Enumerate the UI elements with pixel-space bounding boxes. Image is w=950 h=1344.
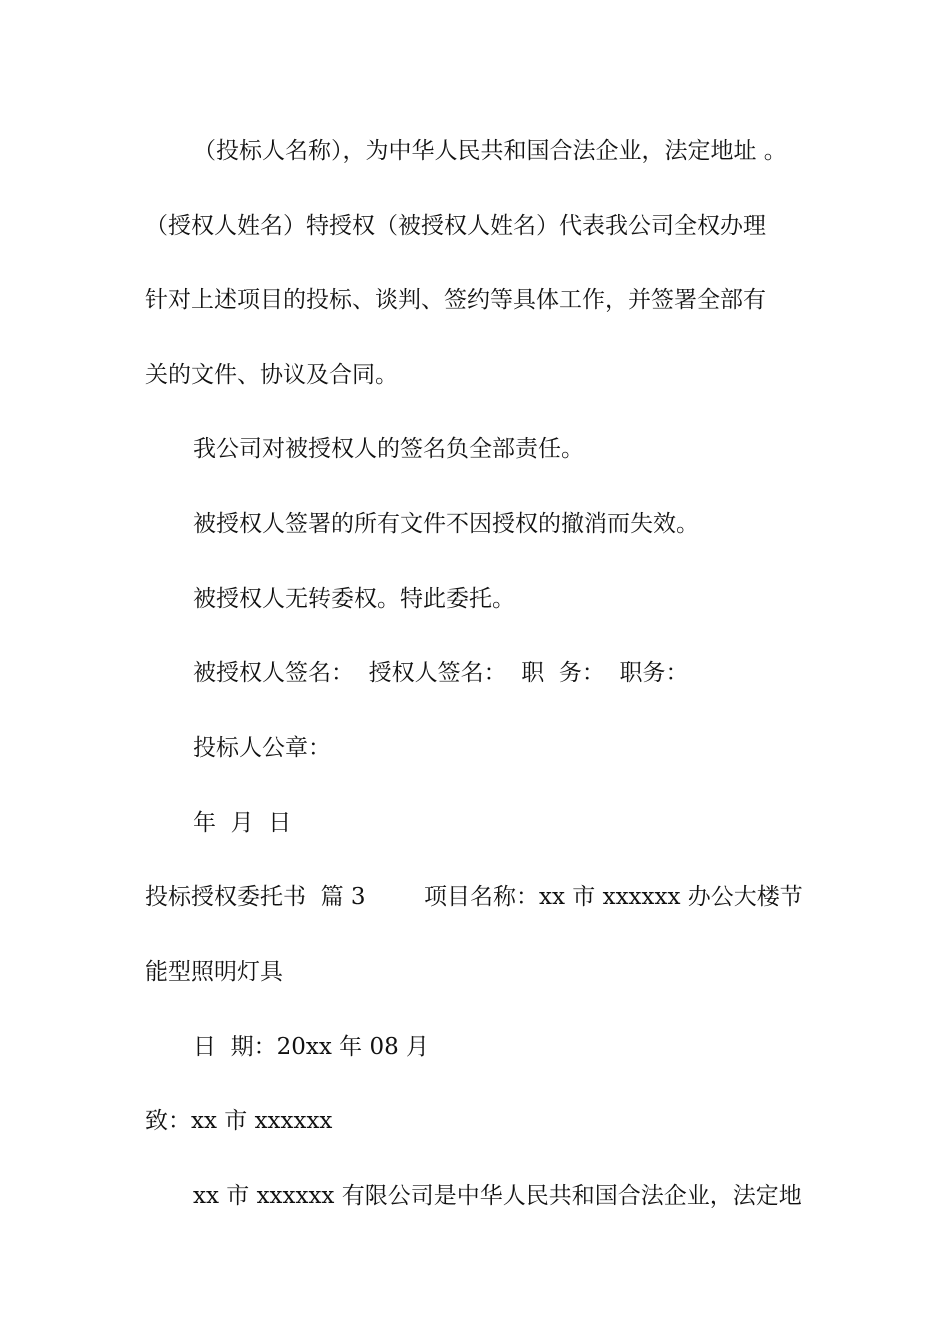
section-heading-line: 投标授权委托书 篇 3 项目名称：xx 市 xxxxxx 办公大楼节 <box>145 884 803 910</box>
paragraph-line-2: （授权人姓名）特授权（被授权人姓名）代表我公司全权办理 <box>145 213 766 239</box>
paragraph-line-1: （投标人名称），为中华人民共和国合法企业，法定地址 。 <box>193 138 787 164</box>
paragraph-line-7: 被授权人无转委权。特此委托。 <box>193 586 515 612</box>
project-name-continuation: 能型照明灯具 <box>145 959 283 985</box>
seal-line: 投标人公章： <box>193 735 331 761</box>
paragraph-line-6: 被授权人签署的所有文件不因授权的撤消而失效。 <box>193 511 699 537</box>
paragraph-line-4: 关的文件、协议及合同。 <box>145 362 398 388</box>
paragraph-line-5: 我公司对被授权人的签名负全部责任。 <box>193 436 584 462</box>
paragraph-line-3: 针对上述项目的投标、谈判、签约等具体工作，并签署全部有 <box>145 287 766 313</box>
recipient-line: 致：xx 市 xxxxxx <box>145 1108 333 1134</box>
signature-line: 被授权人签名： 授权人签名： 职 务： 职务： <box>193 660 689 686</box>
document-date-line: 日 期：20xx 年 08 月 <box>193 1034 430 1060</box>
company-statement-line: xx 市 xxxxxx 有限公司是中华人民共和国合法企业，法定地 <box>193 1183 802 1209</box>
date-line: 年 月 日 <box>193 810 292 836</box>
